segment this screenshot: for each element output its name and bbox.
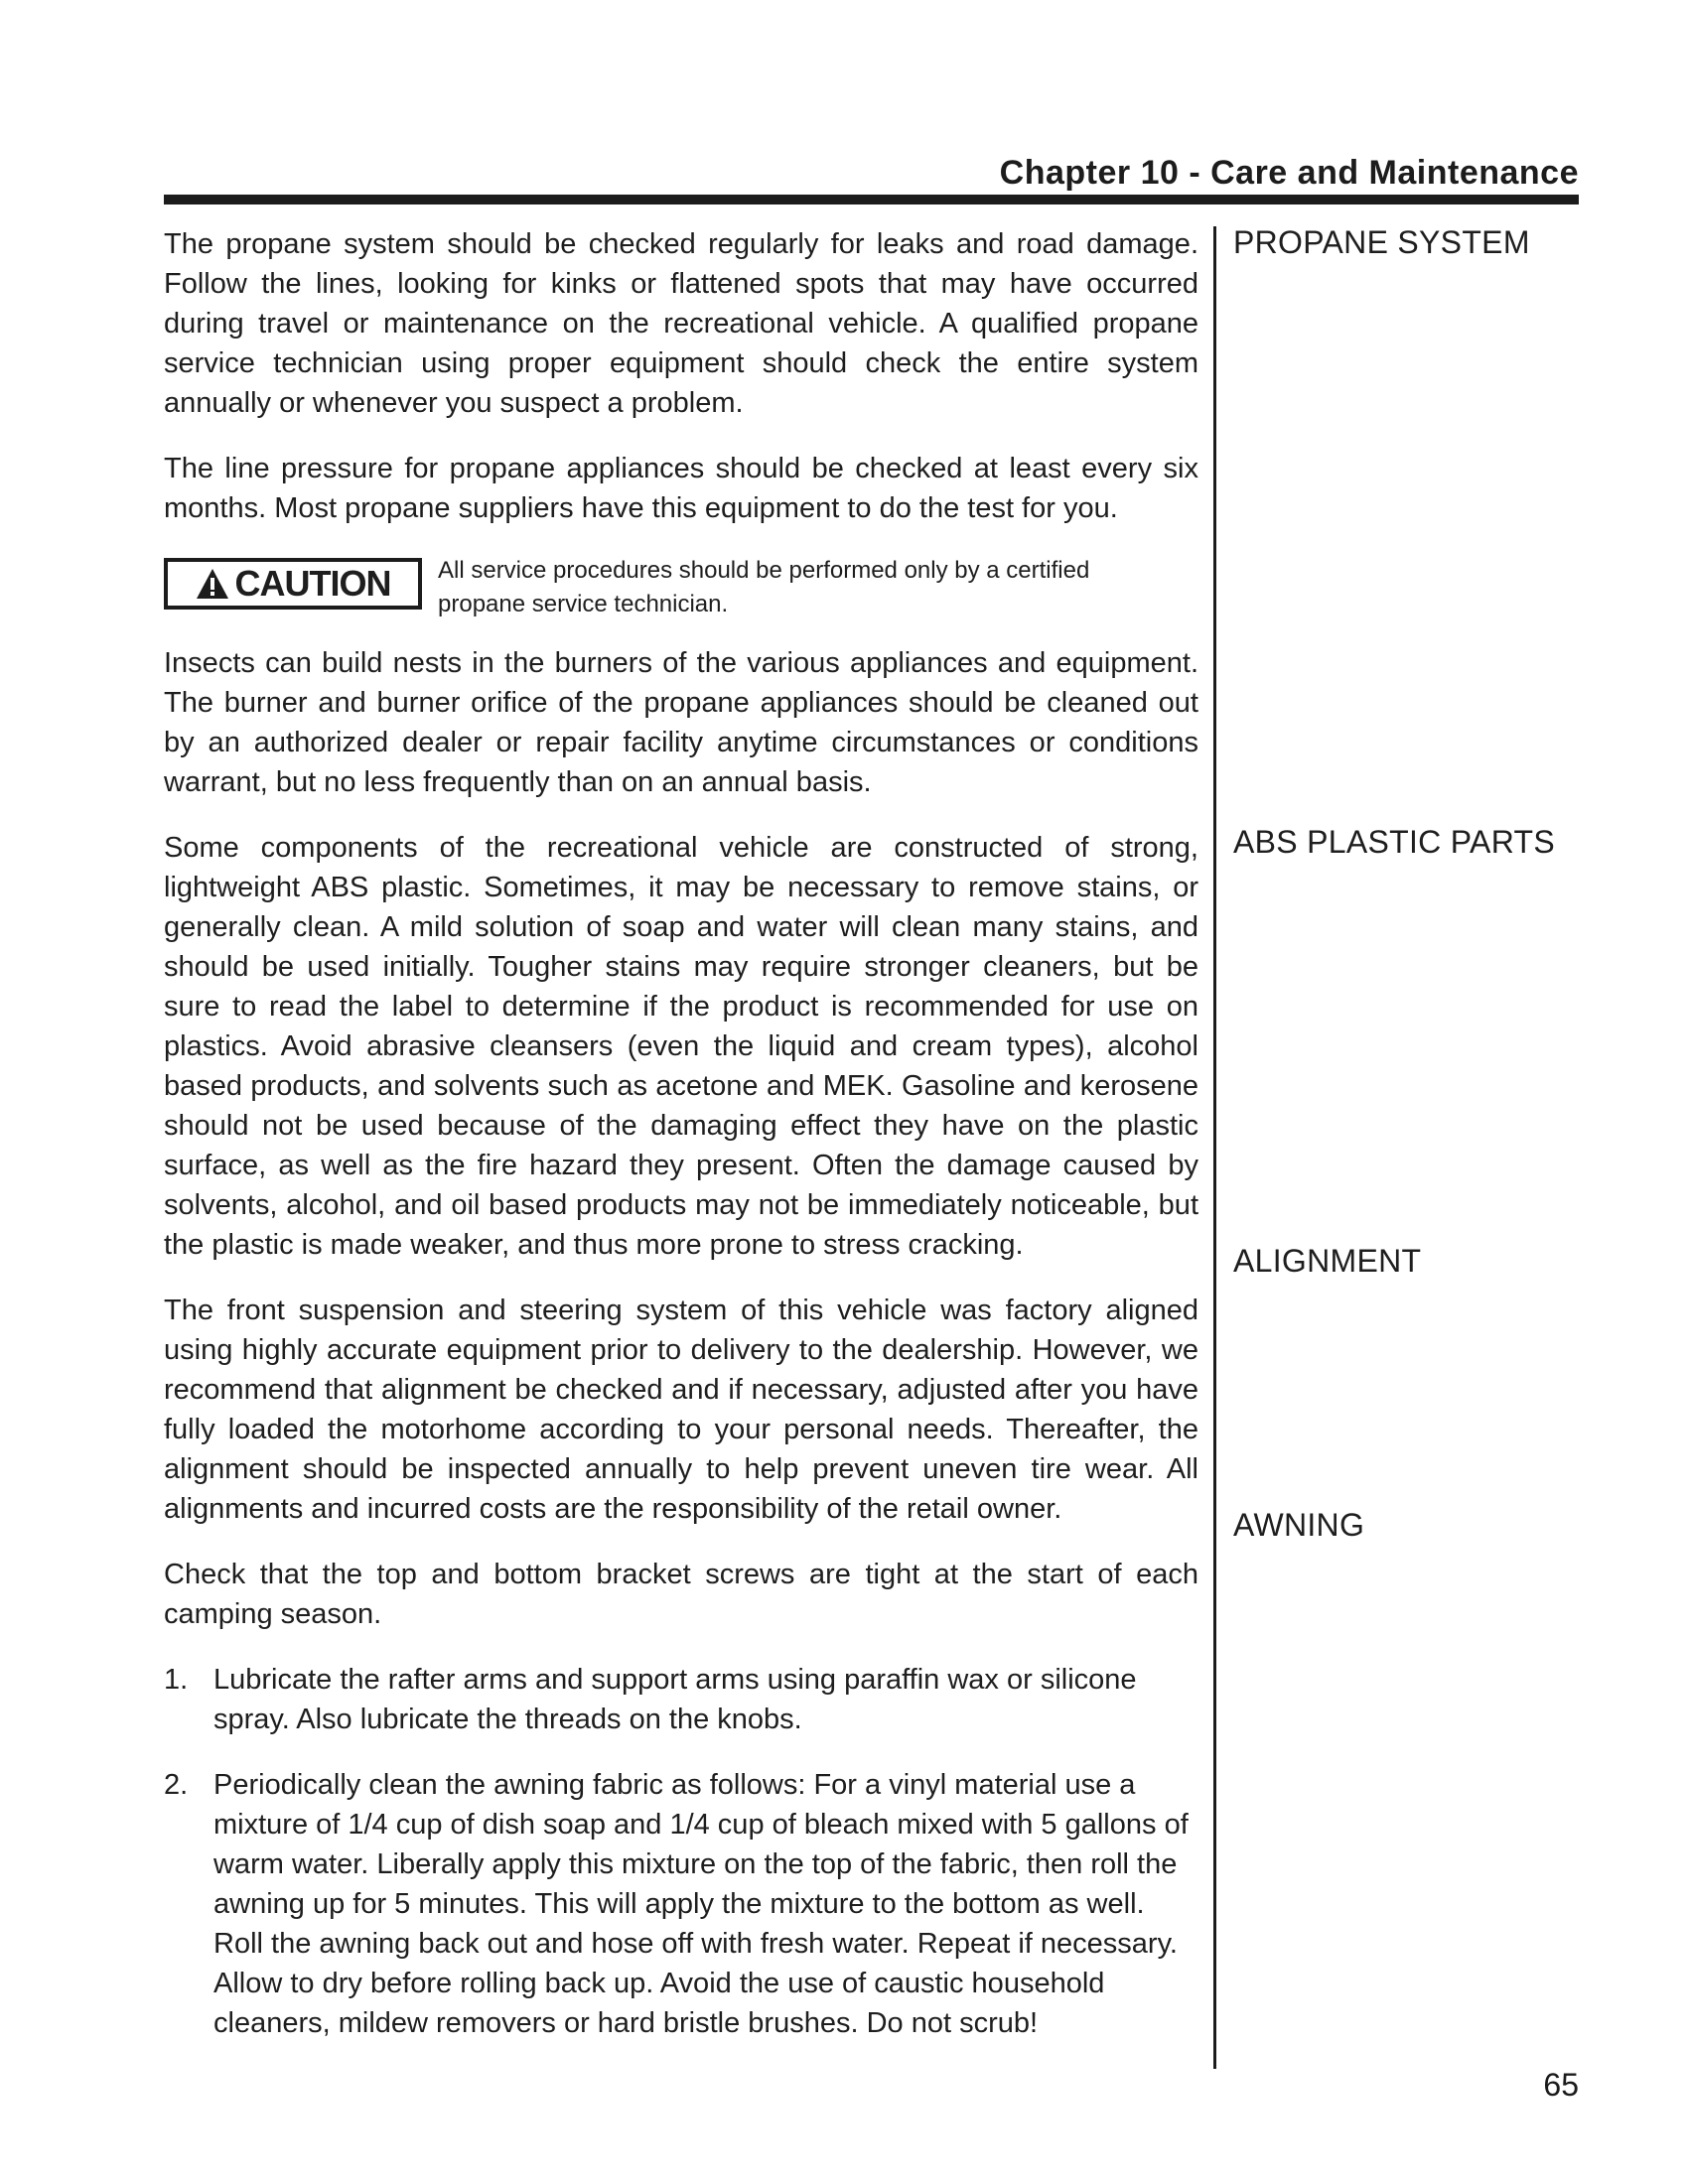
main-content bbox=[164, 224, 1198, 2069]
alignment-paragraph: The front suspension and steering system of this vehicle was factory aligned using highly accurate equipment prior to delivery to the dealership. However, we recommend that alignment be checked and if necessary, adjusted after you have fully loaded the motorhome according to your personal needs. Thereafter, the alignment should be inspected annually to help prevent uneven tire wear. All alignments and incurred costs are the responsibility of the retail owner. bbox=[164, 1295, 1198, 1525]
caution-label: CAUTION bbox=[234, 563, 391, 604]
list-item-text: Periodically clean the awning fabric as follows: For a vinyl material use a mixture of 1/4 cup of dish soap and 1/4 cup of bleach mixed with 5 gallons of warm water. Liberally apply this mixture on the top of the fabric, then roll the awning up for 5 minutes. This will apply the mixture to the bottom as well. Roll the awning back out and hose off with fresh water. Repeat if necessary. Allow to dry before rolling back up. Avoid the use of caustic household cleaners, mildew removers or hard bristle brushes. Do not scrub! bbox=[213, 1769, 1189, 2039]
list-item-number: 2. bbox=[164, 1769, 189, 1801]
page-number: 65 bbox=[1543, 2067, 1579, 2103]
section-label-propane-system: PROPANE SYSTEM bbox=[1233, 224, 1530, 260]
warning-triangle-icon bbox=[196, 568, 229, 600]
propane-paragraph-1: The propane system should be checked regularly for leaks and road damage. Follow the lines, looking for kinks or flattened spots that may have occurred during travel or maintenance on the recreational vehicle. A qualified propane service technician using proper equipment should check the entire system annually or whenever you suspect a problem. bbox=[164, 228, 1198, 419]
awning-steps-list bbox=[164, 1660, 1198, 2043]
awning-paragraph: Check that the top and bottom bracket screws are tight at the start of each camping season. bbox=[164, 1559, 1198, 1630]
list-item-text: Lubricate the rafter arms and support arms using paraffin wax or silicone spray. Also lubricate the threads on the knobs. bbox=[213, 1664, 1137, 1735]
section-label-awning: AWNING bbox=[1233, 1507, 1365, 1543]
column-divider bbox=[1213, 226, 1216, 2069]
section-label-abs-plastic-parts: ABS PLASTIC PARTS bbox=[1233, 824, 1556, 860]
abs-paragraph: Some components of the recreational vehicle are constructed of strong, lightweight ABS plastic. Sometimes, it may be necessary to remove stains, or generally clean. A mild solution of soap and water will clean many stains, and should be used initially. Tougher stains may require stronger cleaners, but be sure to read the label to determine if the product is recommended for use on plastics. Avoid abrasive cleansers (even the liquid and cream types), alcohol based products, and solvents such as acetone and MEK. Gasoline and kerosene should not be used because of the damaging effect they have on the plastic surface, as well as the fire hazard they present. Often the damage caused by solvents, alcohol, and oil based products may not be immediately noticeable, but the plastic is made weaker, and thus more prone to stress cracking. bbox=[164, 832, 1198, 1261]
caution-notice bbox=[164, 554, 1198, 621]
chapter-title: Chapter 10 - Care and Maintenance bbox=[999, 154, 1579, 192]
list-item bbox=[164, 1660, 1198, 1739]
caution-text: All service procedures should be performed only by a certified propane service technician. bbox=[438, 557, 1090, 617]
caution-badge bbox=[164, 558, 422, 610]
list-item bbox=[164, 1765, 1198, 2043]
section-label-alignment: ALIGNMENT bbox=[1233, 1243, 1422, 1279]
propane-paragraph-3: Insects can build nests in the burners of the various appliances and equipment. The burner and burner orifice of the propane appliances should be cleaned out by an authorized dealer or repair facility anytime circumstances or conditions warrant, but no less frequently than on an annual basis. bbox=[164, 647, 1198, 798]
header-rule bbox=[164, 195, 1579, 205]
list-item-number: 1. bbox=[164, 1664, 189, 1696]
propane-paragraph-2: The line pressure for propane appliances should be checked at least every six months. Most propane suppliers have this equipment to do the test for you. bbox=[164, 453, 1198, 524]
